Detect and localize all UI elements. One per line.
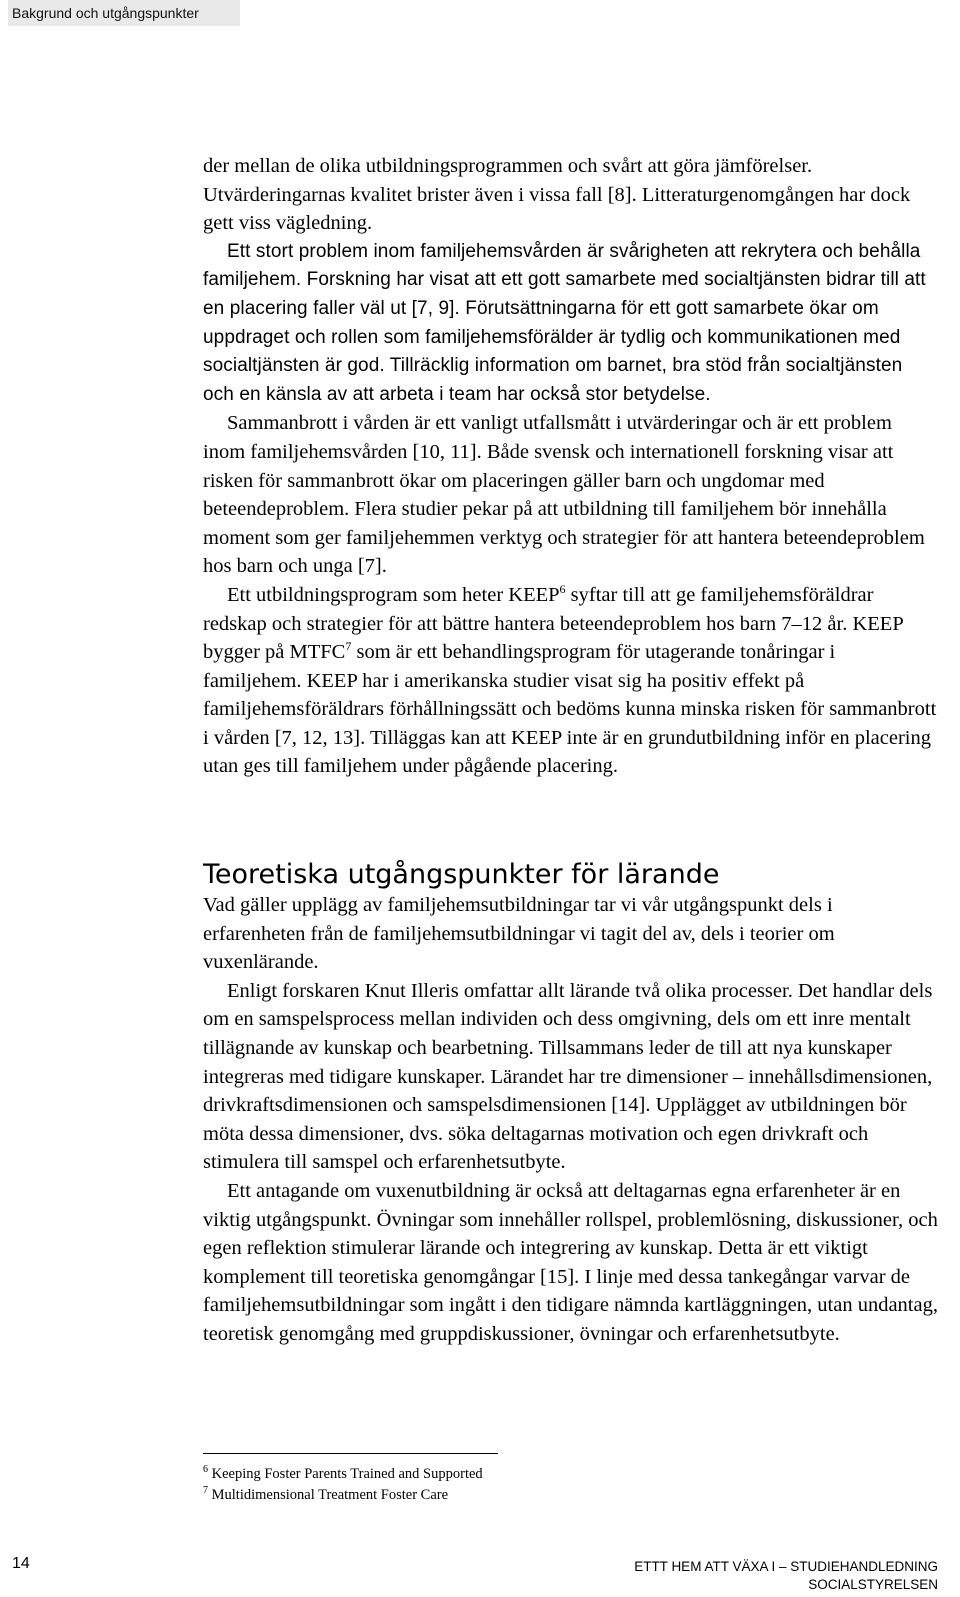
footer bbox=[634, 1558, 938, 1594]
paragraph: Ett stort problem inom familjehemsvården är svårigheten att rekrytera och behålla familjehem. Forskning har visat att ett gott samarbete med socialtjänsten bidrar till att en placering faller väl ut [7, 9]. Förutsättningarna för ett gott samarbete ökar om uppdraget och rollen som familjehemsförälder är tydlig och kommunikationen med socialtjänsten är god. Tillräcklig information om barnet, bra stöd från socialtjänsten och en känsla av att arbeta i team har också stor betydelse. bbox=[203, 240, 926, 405]
footnote-number: 7 bbox=[203, 1485, 208, 1496]
body-text-top bbox=[203, 152, 938, 781]
footnote-text: Keeping Foster Parents Trained and Supported bbox=[211, 1466, 483, 1482]
body-text-bottom bbox=[203, 891, 938, 1349]
footnote-divider bbox=[203, 1453, 498, 1454]
footnotes bbox=[203, 1464, 483, 1506]
footnote bbox=[203, 1485, 483, 1506]
section-heading: Teoretiska utgångspunkter för lärande bbox=[203, 859, 720, 890]
paragraph-segment: som är ett behandlingsprogram för utagerande tonåringar i familjehem. KEEP har i amerikanska studier visat sig ha positiv effekt på familjehemsföräldrars förhållningssätt och bedöms kunna minska risken för sammanbrott i vården [7, 12, 13]. Tilläggas kan att KEEP inte är en grundutbildning inför en placering utan ges till familjehem under pågående placering. bbox=[203, 641, 937, 778]
paragraph-segment: Ett utbildningsprogram som heter KEEP bbox=[227, 583, 560, 606]
footnote-ref[interactable]: 7 bbox=[345, 639, 352, 654]
paragraph: Sammanbrott i vården är ett vanligt utfallsmått i utvärderingar och är ett problem inom familjehemsvården [10, 11]. Både svensk och internationell forskning visar att risken för sammanbrott ökar om placeringen gäller barn och ungdomar med beteendeproblem. Flera studier pekar på att utbildning till familjehem bör innehålla moment som ger familjehemmen verktyg och strategier för att hantera beteendeproblem hos barn och unga [7]. bbox=[203, 412, 925, 578]
paragraph: Vad gäller upplägg av familjehemsutbildningar tar vi vår utgångspunkt dels i erfarenheten från de familjehemsutbildningar vi tagit del av, dels i teorier om vuxenlärande. bbox=[203, 894, 835, 974]
paragraph: Ett antagande om vuxenutbildning är också att deltagarnas egna erfarenheter är en viktig utgångspunkt. Övningar som innehåller rollspel, problemlösning, diskussioner, och egen reflektion stimulerar lärande och integrering av kunskap. Detta är ett viktigt komplement till teoretiska genomgångar [15]. I linje med dessa tankegångar varvar de familjehemsutbildningar som ingått i den tidigare nämnda kartläggningen, utan undantag, teoretisk genomgång med gruppdiskussioner, övningar och erfarenhetsutbyte. bbox=[203, 1179, 938, 1345]
paragraph: der mellan de olika utbildningsprogrammen och svårt att göra jämförelser. Utvärderingarnas kvalitet brister även i vissa fall [8]. Litteraturgenomgången har dock gett viss vägledning. bbox=[203, 155, 911, 235]
paragraph: Enligt forskaren Knut Illeris omfattar allt lärande två olika processer. Det handlar dels om en samspelsprocess mellan individen och dess omgivning, dels om ett inre mentalt tillägnande av kunskap och bearbetning. Tillsammans leder de till att nya kunskaper integreras med tidigare kunskaper. Lärandet har tre dimensioner – innehållsdimensionen, drivkraftsdimensionen och samspelsdimensionen [14]. Upplägget av utbildningen bör möta dessa dimensioner, dvs. söka deltagarnas motivation och egen drivkraft och stimulera till samspel och erfarenhetsutbyte. bbox=[203, 979, 933, 1174]
footer-publisher: SOCIALSTYRELSEN bbox=[808, 1577, 938, 1592]
paragraph-keep bbox=[203, 581, 938, 781]
footnote-ref[interactable]: 6 bbox=[559, 581, 566, 596]
footnote bbox=[203, 1464, 483, 1485]
footnote-text: Multidimensional Treatment Foster Care bbox=[211, 1487, 449, 1503]
footnote-number: 6 bbox=[203, 1464, 208, 1475]
paragraph-segment: syftar till att ge familjehemsföräldrar redskap och strategier för att bättre hantera beteendeproblem hos barn 7–12 år. KEEP bygger på MTFC bbox=[203, 583, 903, 664]
running-header: Bakgrund och utgångspunkter bbox=[8, 0, 240, 26]
footer-title: ETTT HEM ATT VÄXA I – STUDIEHANDLEDNING bbox=[634, 1559, 938, 1574]
page-number: 14 bbox=[12, 1555, 30, 1572]
